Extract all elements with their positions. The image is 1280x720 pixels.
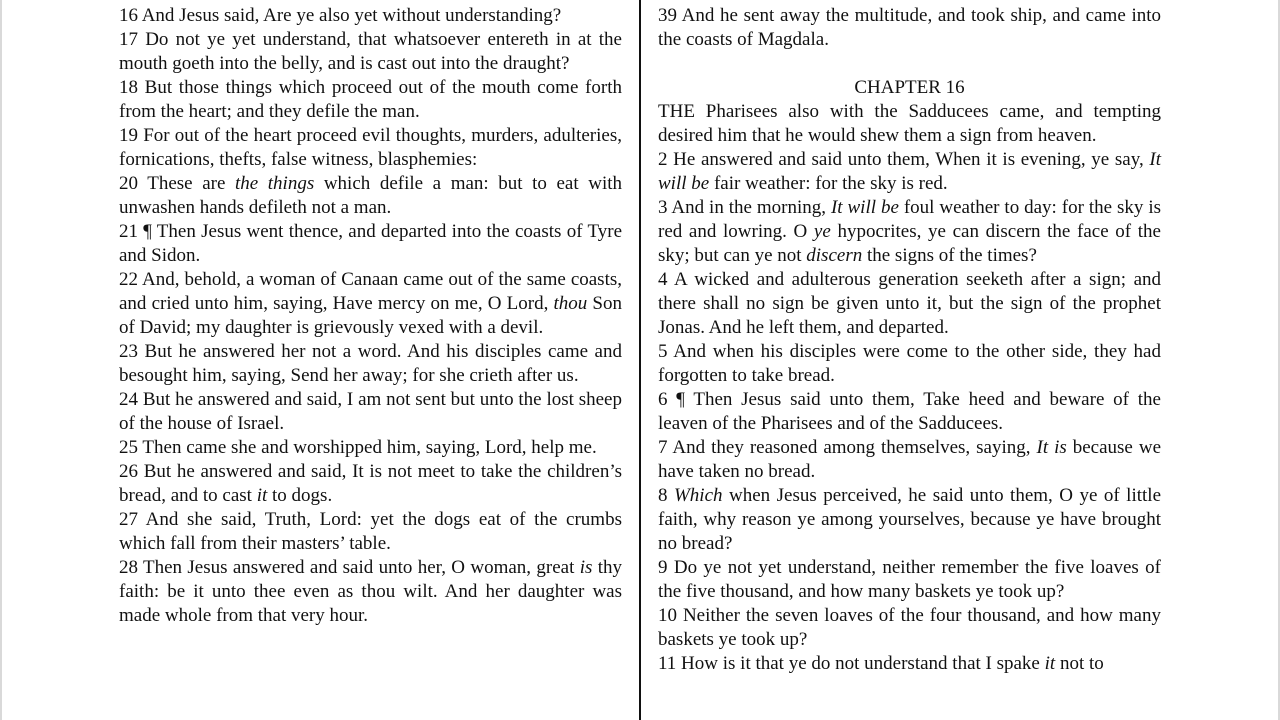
- verse: [119, 340, 622, 388]
- verse: [658, 604, 1161, 652]
- column-divider: [639, 0, 641, 720]
- italic-text: the things: [234, 173, 315, 194]
- verse-text: 26 But he answered and said, It is not meet to take the children’s bread, and to cast: [119, 461, 622, 506]
- verse-text: 9 Do ye not yet understand, neither remember the five loaves of the five thousand, and how many baskets ye took up?: [658, 557, 1161, 602]
- italic-text: It will be: [658, 149, 1161, 194]
- verse-text: 17 Do not ye yet understand, that whatsoever entereth in at the mouth goeth into the belly, and is cast out into the draught?: [119, 29, 622, 74]
- verse-text: 19 For out of the heart proceed evil thoughts, murders, adulteries, fornications, thefts, false witness, blasphemies:: [119, 125, 622, 170]
- italic-text: is: [579, 557, 593, 578]
- verse: [658, 436, 1161, 484]
- verse-text: 22 And, behold, a woman of Canaan came out of the same coasts, and cried unto him, saying, Have mercy on me, O Lord,: [119, 269, 622, 314]
- verse: [119, 28, 622, 76]
- verse: [658, 340, 1161, 388]
- verse-text: 8: [658, 485, 674, 506]
- verse-text: 23 But he answered her not a word. And his disciples came and besought him, saying, Send her away; for she crieth after us.: [119, 341, 622, 386]
- verse-text: Son of David; my daughter is grievously vexed with a devil.: [119, 293, 622, 338]
- italic-text: It will be: [830, 197, 899, 218]
- verse-text: 25 Then came she and worshipped him, saying, Lord, help me.: [119, 437, 597, 458]
- verse-text: THE Pharisees also with the Sadducees came, and tempting desired him that he would shew them a sign from heaven.: [658, 101, 1161, 146]
- verse-text: 39 And he sent away the multitude, and took ship, and came into the coasts of Magdala.: [658, 5, 1161, 50]
- verse: [658, 556, 1161, 604]
- verse-text: 16 And Jesus said, Are ye also yet without understanding?: [119, 5, 562, 26]
- verse: [658, 388, 1161, 436]
- verse: [119, 268, 622, 340]
- verse-text: 4 A wicked and adulterous generation seeketh after a sign; and there shall no sign be given unto it, but the sign of the prophet Jonas. And he left them, and departed.: [658, 269, 1161, 338]
- verse: [119, 556, 622, 628]
- italic-text: Which: [673, 485, 723, 506]
- verse-text: foul weather to day: for the sky is red and lowring. O: [658, 197, 1161, 242]
- italic-text: it: [1044, 653, 1056, 674]
- italic-text: It is: [1036, 437, 1067, 458]
- verse-text: 20 These are: [119, 173, 235, 194]
- verse-text: 6 ¶ Then Jesus said unto them, Take heed and beware of the leaven of the Pharisees and of the Sadducees.: [658, 389, 1161, 434]
- verse-text: 3 And in the morning,: [658, 197, 831, 218]
- verse: [658, 484, 1161, 556]
- verse: [658, 196, 1161, 268]
- verse-text: not to: [1055, 653, 1104, 674]
- verse: [119, 220, 622, 268]
- left-column: [119, 4, 622, 628]
- verse: [119, 172, 622, 220]
- verse: [119, 124, 622, 172]
- verse-text: 27 And she said, Truth, Lord: yet the dogs eat of the crumbs which fall from their masters’ table.: [119, 509, 622, 554]
- italic-text: it: [256, 485, 268, 506]
- verse: [119, 4, 622, 28]
- verse: [119, 436, 622, 460]
- italic-text: thou: [553, 293, 588, 314]
- left-verse-list: [119, 4, 622, 628]
- verse: [119, 460, 622, 508]
- verse: [658, 652, 1161, 676]
- italic-text: ye: [813, 221, 831, 242]
- verse-text: when Jesus perceived, he said unto them, O ye of little faith, why reason ye among yourselves, because ye have brought no bread?: [658, 485, 1161, 554]
- verse: [119, 76, 622, 124]
- verse: [658, 148, 1161, 196]
- verse-text: which defile a man: but to eat with unwashen hands defileth not a man.: [119, 173, 623, 218]
- verse-text: 2 He answered and said unto them, When it is evening, ye say,: [658, 149, 1150, 170]
- right-column: [658, 4, 1161, 676]
- verse-text: 7 And they reasoned among themselves, saying,: [658, 437, 1037, 458]
- page-edge-left: [0, 0, 2, 720]
- verse: [119, 508, 622, 556]
- right-verse-list-after: [658, 100, 1161, 676]
- verse: [658, 100, 1161, 148]
- verse-text: the signs of the times?: [862, 245, 1037, 266]
- verse-text: 11 How is it that ye do not understand that I spake: [658, 653, 1045, 674]
- verse-text: 5 And when his disciples were come to the other side, they had forgotten to take bread.: [658, 341, 1161, 386]
- verse-text: 24 But he answered and said, I am not sent but unto the lost sheep of the house of Israel.: [119, 389, 622, 434]
- chapter-heading: CHAPTER 16: [854, 77, 965, 98]
- verse-text: 28 Then Jesus answered and said unto her, O woman, great: [119, 557, 580, 578]
- verse: [658, 4, 1161, 52]
- verse: [658, 268, 1161, 340]
- verse-text: to dogs.: [267, 485, 333, 506]
- verse-text: 10 Neither the seven loaves of the four thousand, and how many baskets ye took up?: [658, 605, 1161, 650]
- italic-text: discern: [806, 245, 863, 266]
- verse-text: hypocrites, ye can discern the face of the sky; but can ye not: [658, 221, 1161, 266]
- verse-text: fair weather: for the sky is red.: [709, 173, 948, 194]
- verse: [119, 388, 622, 436]
- verse-text: because we have taken no bread.: [658, 437, 1162, 482]
- verse-text: thy faith: be it unto thee even as thou wilt. And her daughter was made whole from that very hour.: [119, 557, 623, 626]
- right-verse-list-before: [658, 4, 1161, 52]
- verse-text: 18 But those things which proceed out of the mouth come forth from the heart; and they defile the man.: [119, 77, 622, 122]
- verse-text: 21 ¶ Then Jesus went thence, and departed into the coasts of Tyre and Sidon.: [119, 221, 622, 266]
